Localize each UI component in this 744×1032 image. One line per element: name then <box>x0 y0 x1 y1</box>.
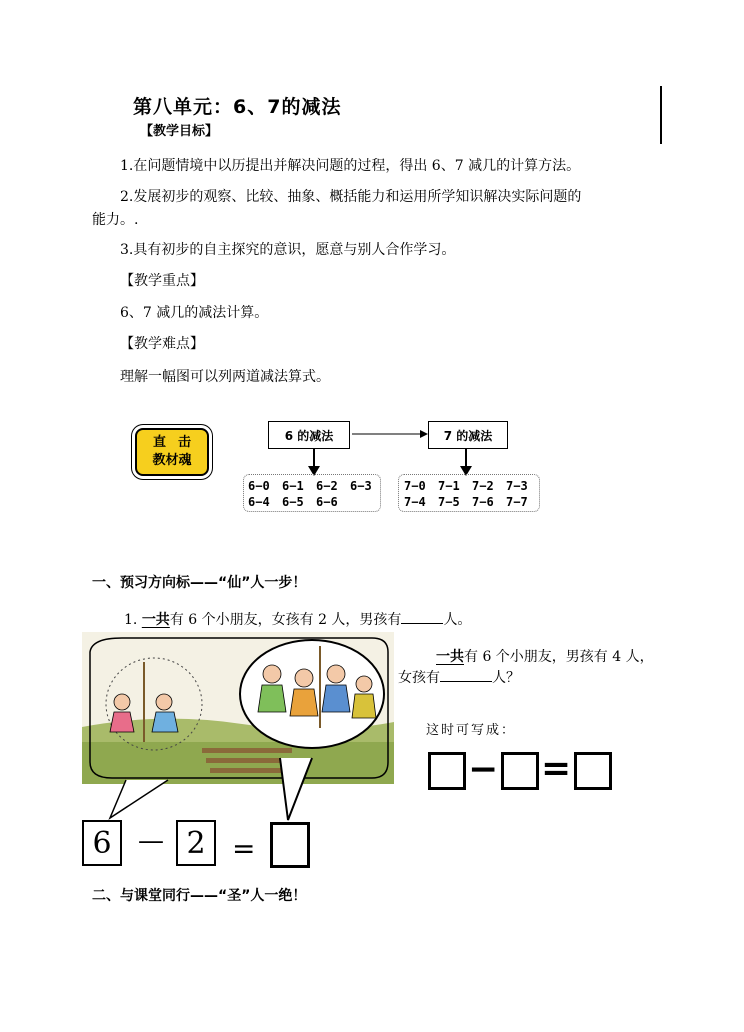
eq7-item: 7−2 <box>472 479 494 493</box>
badge-line2: 教材魂 <box>152 453 192 468</box>
eq6-grid <box>248 478 384 510</box>
objective-3: 3.具有初步的自主探究的意识，愿意与别人合作学习。 <box>120 242 456 258</box>
page-title: 第八单元：6、7的减法 <box>133 96 342 118</box>
objectives-heading: 【教学目标】 <box>140 124 219 139</box>
eq6-item: 6−1 <box>282 479 304 493</box>
difficulty: 理解一幅图可以列两道减法算式。 <box>120 369 330 385</box>
answer-box[interactable] <box>574 752 612 790</box>
answer-box[interactable] <box>428 752 466 790</box>
question-2-girls: 女孩有 <box>398 670 440 686</box>
difficulty-heading: 【教学难点】 <box>120 336 204 352</box>
eq6-item: 6−5 <box>282 495 304 509</box>
eq7-item: 7−1 <box>438 479 460 493</box>
question-2-cont <box>398 667 520 688</box>
topic-6-box: 6 的减法 <box>268 421 350 449</box>
eq7-item: 7−6 <box>472 495 494 509</box>
eq7-item: 7−7 <box>506 495 528 509</box>
question-2-total: 一共 <box>436 649 464 665</box>
equals-sign: = <box>232 832 256 865</box>
answer-box[interactable] <box>270 822 310 868</box>
minus-sign: — <box>138 826 164 856</box>
eq7-grid <box>404 478 540 510</box>
question-2-unit: 人？ <box>492 670 520 686</box>
eq6-item: 6−0 <box>248 479 270 493</box>
answer-box[interactable] <box>501 752 539 790</box>
answer-blank-2[interactable] <box>440 667 492 682</box>
question-1 <box>124 609 471 630</box>
diagram-arrows <box>240 420 540 480</box>
key-points-heading: 【教学重点】 <box>120 273 204 289</box>
topic-7-box: 7 的减法 <box>428 421 508 449</box>
eq7-item: 7−3 <box>506 479 528 493</box>
answer-blank-1[interactable] <box>401 609 443 624</box>
eq7-item: 7−0 <box>404 479 426 493</box>
key-points: 6、7 减几的减法计算。 <box>120 305 269 321</box>
eq6-item: 6−4 <box>248 495 270 509</box>
minus-sign: − <box>468 749 499 790</box>
write-as-label: 这时可写成： <box>426 723 517 738</box>
question-1-text: 有 6 个小朋友，女孩有 2 人，男孩有 <box>169 612 402 628</box>
question-1-unit: 人。 <box>443 612 472 628</box>
eq7-item: 7−5 <box>438 495 460 509</box>
question-2 <box>436 647 654 667</box>
number-box: 2 <box>176 820 216 866</box>
badge-line1: 直击 <box>152 435 203 450</box>
eq6-item: 6−6 <box>316 495 338 509</box>
badge <box>135 428 209 476</box>
objective-1: 1.在问题情境中以历提出并解决问题的过程，得出 6、7 减几的计算方法。 <box>120 158 581 174</box>
question-1-num: 1. <box>124 612 138 628</box>
section-1-heading: 一、预习方向标——“仙”人一步！ <box>92 575 307 591</box>
eq6-item: 6−2 <box>316 479 338 493</box>
speech-tails <box>80 750 340 830</box>
objective-2-cont: 能力。. <box>92 212 139 228</box>
section-2-heading: 二、与课堂同行——“圣”人一绝！ <box>92 888 307 904</box>
number-box: 6 <box>82 820 122 866</box>
equals-sign: = <box>541 748 572 789</box>
eq7-item: 7−4 <box>404 495 426 509</box>
objective-2: 2.发展初步的观察、比较、抽象、概括能力和运用所学知识解决实际问题的 <box>120 189 582 205</box>
eq6-item: 6−3 <box>350 479 372 493</box>
margin-line <box>660 86 662 144</box>
question-2-text: 有 6 个小朋友，男孩有 4 人， <box>464 649 654 665</box>
question-1-total: 一共 <box>141 612 170 628</box>
